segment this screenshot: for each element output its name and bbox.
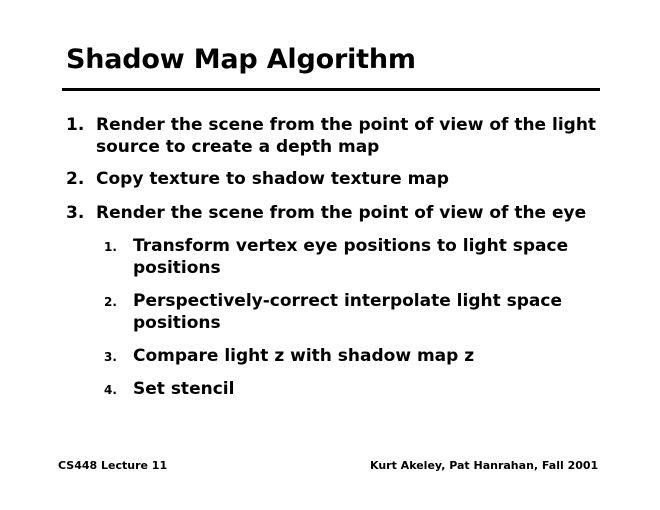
sublist-text-line: positions — [133, 258, 221, 278]
sublist-text-line: Transform vertex eye positions to light space — [133, 236, 569, 256]
list-text-line: Render the scene from the point of view of the light — [96, 115, 597, 135]
list-number: 3. — [66, 203, 85, 223]
list-text-line: source to create a depth map — [96, 137, 380, 157]
list-text-line: Copy texture to shadow texture map — [96, 169, 449, 189]
footer-left: CS448 Lecture 11 — [58, 459, 168, 472]
title-divider — [62, 88, 600, 91]
sublist-text-line: Compare light z with shadow map z — [133, 346, 475, 366]
slide-title: Shadow Map Algorithm — [66, 44, 416, 75]
sublist-number: 4. — [104, 383, 117, 397]
sublist-text-line: Set stencil — [133, 379, 235, 399]
sublist-text-line: positions — [133, 313, 221, 333]
list-number: 1. — [66, 115, 85, 135]
footer-right: Kurt Akeley, Pat Hanrahan, Fall 2001 — [370, 459, 599, 472]
sublist-number: 2. — [104, 295, 117, 309]
sublist-number: 3. — [104, 350, 117, 364]
sublist-text-line: Perspectively-correct interpolate light space — [133, 291, 563, 311]
sublist-number: 1. — [104, 240, 117, 254]
list-text-line: Render the scene from the point of view of the eye — [96, 203, 587, 223]
list-number: 2. — [66, 169, 85, 189]
